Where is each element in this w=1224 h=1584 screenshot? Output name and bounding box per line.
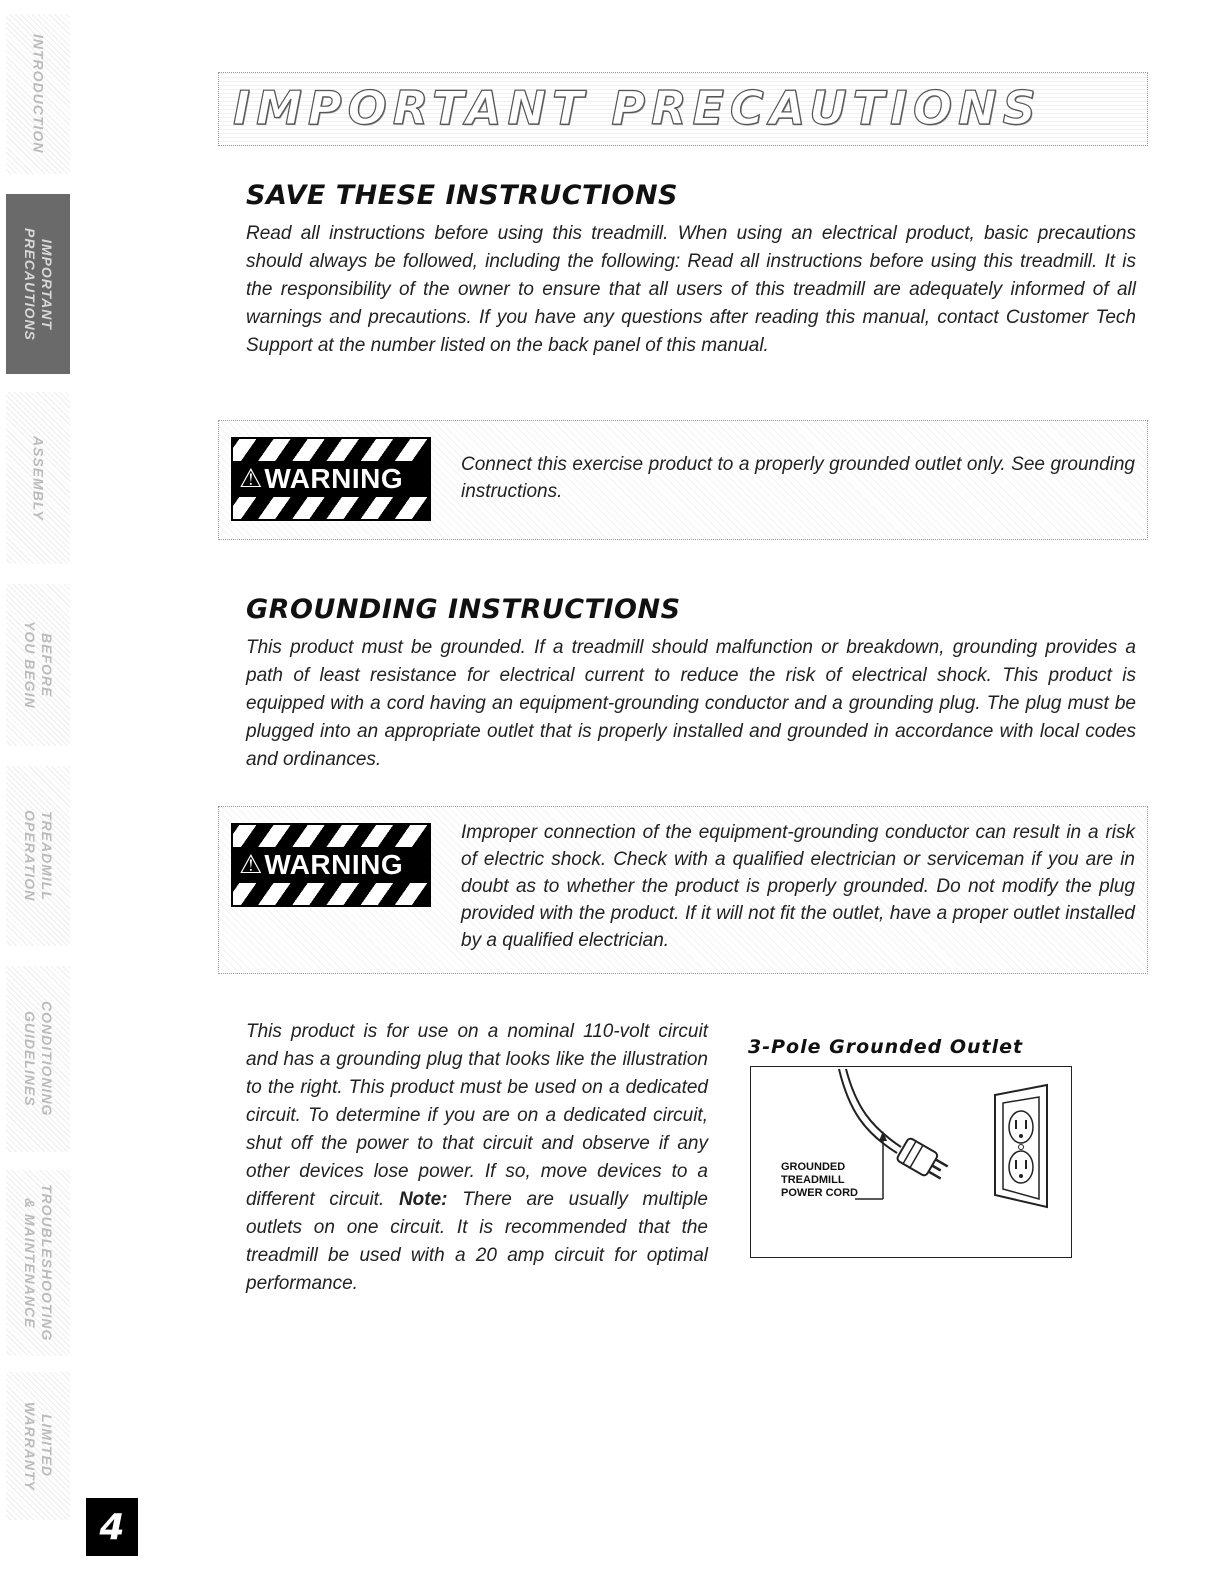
side-tab-conditioning-guidelines[interactable] <box>6 966 70 1152</box>
warning-label <box>231 823 431 907</box>
circuit-text-part2: There are usually multiple outlets on one circuit. It is recommended that the treadmill be used with a 20 amp circuit for optimal performance. <box>246 1189 708 1294</box>
save-instructions-body: Read all instructions before using this treadmill. When using an electrical product, basic precautions should always be followed, including the following: Read all instructions before using this treadmill. It is the responsibility of the owner to ensure that all users of this treadmill are adequately informed of all warnings and precautions. If you have any questions after reading this manual, contact Customer Tech Support at the number listed on the back panel of this manual. <box>246 223 1136 356</box>
title-banner <box>218 72 1148 146</box>
circuit-paragraph <box>246 1018 708 1298</box>
plug-icon <box>896 1137 951 1184</box>
grounding-body: This product must be grounded. If a treadmill should malfunction or breakdown, grounding provides a path of least resistance for electrical current to reduce the risk of electrical shock. This product is equipped with a cord having an equipment-grounding conductor and a grounding plug. The plug must be plugged into an appropriate outlet that is properly installed and grounded in accordance with local codes and ordinances. <box>246 637 1136 770</box>
side-tabs <box>0 0 78 1584</box>
warning-triangle-icon: ⚠ <box>239 464 263 494</box>
side-tab-important-precautions[interactable] <box>6 194 70 374</box>
side-tab-limited-warranty[interactable] <box>6 1372 70 1520</box>
side-tab-before-you-begin[interactable] <box>6 584 70 746</box>
warning-band <box>233 847 429 883</box>
side-tab-troubleshooting-maintenance[interactable] <box>6 1170 70 1356</box>
circuit-text-part1: This product is for use on a nominal 110-volt circuit and has a grounding plug that looks like the illustration to the right. This product must be used on a dedicated circuit. To determine if you are on a dedicated circuit, shut off the power to that circuit and observe if any other devices lose power. If so, move devices to a different circuit. <box>246 1021 708 1210</box>
warning-text-grounding: Improper connection of the equipment-grounding conductor can result in a risk of electric shock. Check with a qualified electrician or serviceman if you are in doubt as to whether the product is properly grounded. Do not modify the plug provided with the product. If it will not fit the outlet, have a proper outlet installed by a qualified electrician. <box>461 822 1135 951</box>
side-tab-assembly[interactable] <box>6 392 70 564</box>
hazard-stripes <box>233 439 429 461</box>
warning-label <box>231 437 431 521</box>
outlet-icon <box>995 1085 1047 1207</box>
hazard-stripes <box>233 825 429 847</box>
side-tab-label: TROUBLESHOOTING & MAINTENANCE <box>22 1184 55 1342</box>
hazard-stripes <box>233 883 429 905</box>
note-label: Note: <box>398 1189 448 1210</box>
warning-word: WARNING <box>264 849 404 880</box>
side-tab-label: LIMITED WARRANTY <box>22 1401 55 1491</box>
grounding-heading: GROUNDING INSTRUCTIONS <box>246 594 681 625</box>
side-tab-label: ASSEMBLY <box>30 435 47 521</box>
save-instructions-heading: SAVE THESE INSTRUCTIONS <box>246 180 678 211</box>
page-number: 4 <box>86 1498 138 1556</box>
side-tab-label: TREADMILL OPERATION <box>22 810 55 902</box>
figure-caption: 3-Pole Grounded Outlet <box>748 1036 1024 1058</box>
side-tab-label: CONDITIONING GUIDELINES <box>22 1001 55 1117</box>
warning-text-outlet: Connect this exercise product to a properly grounded outlet only. See grounding instructions. <box>461 454 1135 502</box>
side-tab-treadmill-operation[interactable] <box>6 766 70 946</box>
side-tab-label: IMPORTANT PRECAUTIONS <box>22 227 55 341</box>
warning-triangle-icon: ⚠ <box>239 850 263 880</box>
power-cord <box>839 1069 897 1153</box>
warning-box-outlet <box>218 420 1148 540</box>
side-tab-label: BEFORE YOU BEGIN <box>22 621 55 709</box>
side-tab-introduction[interactable] <box>6 14 70 174</box>
side-tab-label: INTRODUCTION <box>30 34 47 154</box>
page-title: IMPORTANT PRECAUTIONS <box>233 81 1042 135</box>
warning-band <box>233 461 429 497</box>
hazard-stripes <box>233 497 429 519</box>
outlet-figure <box>750 1066 1072 1258</box>
warning-word: WARNING <box>264 463 404 494</box>
cord-label: GROUNDED TREADMILL POWER CORD <box>781 1161 858 1199</box>
warning-box-grounding <box>218 806 1148 974</box>
